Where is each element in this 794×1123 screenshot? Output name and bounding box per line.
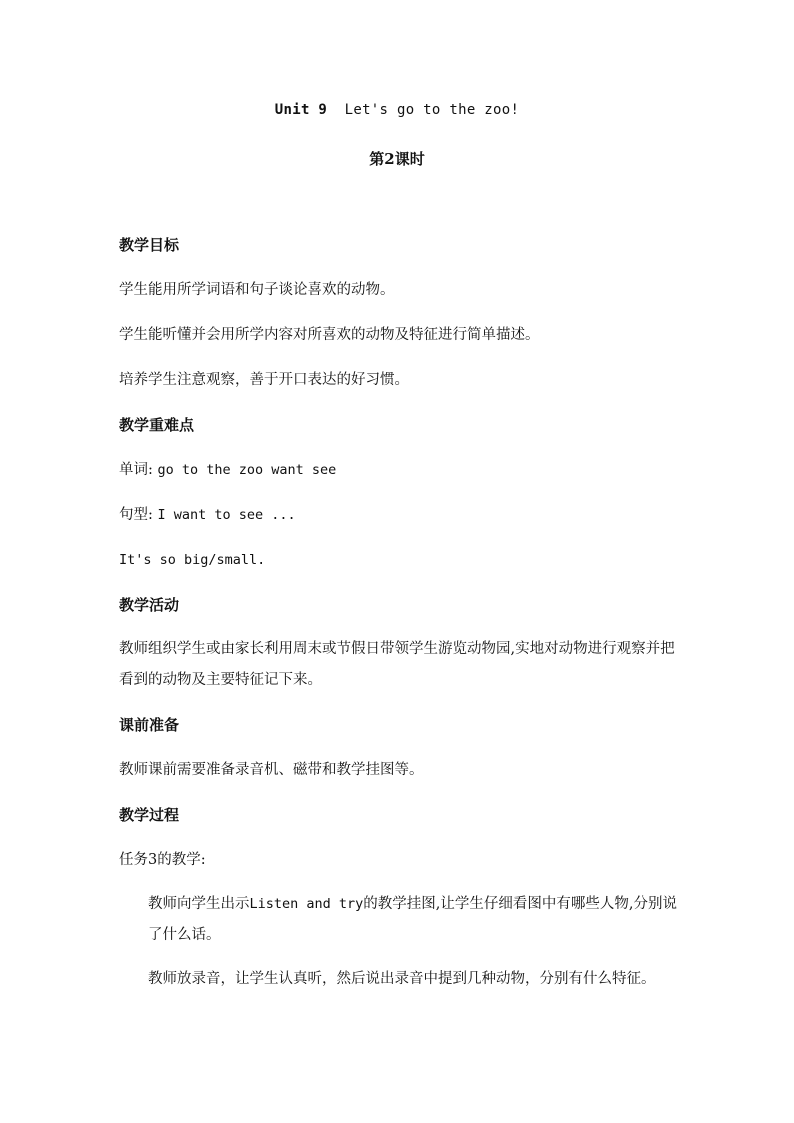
objective-item: 学生能听懂并会用所学内容对所喜欢的动物及特征进行简单描述。 — [119, 327, 540, 343]
objective-item: 培养学生注意观察，善于开口表达的好习惯。 — [119, 372, 409, 388]
lesson-title: 第2课时 — [369, 150, 425, 168]
process-heading: 教学过程 — [119, 806, 180, 824]
key-points-heading: 教学重难点 — [119, 416, 195, 434]
preparation-text: 教师课前需要准备录音机、磁带和教学挂图等。 — [119, 762, 424, 778]
task-label: 任务3的教学: — [119, 852, 206, 868]
activities-text: 教师组织学生或由家长利用周末或节假日带领学生游览动物园,实地对动物进行观察并把看到的动物及主要特征记下来。 — [119, 641, 675, 688]
step-1-prefix: 教师向学生出示 — [148, 896, 250, 912]
process-step-2: 教师放录音，让学生认真听，然后说出录音中提到几种动物，分别有什么特征。 — [148, 971, 656, 987]
preparation-heading: 课前准备 — [119, 716, 180, 734]
objectives-heading: 教学目标 — [119, 236, 180, 254]
document-body — [119, 234, 679, 1013]
words-list: go to the zoo want see — [157, 462, 337, 478]
key-sentence — [119, 504, 679, 526]
sentence-pattern-1: I want to see ... — [157, 507, 296, 523]
sentence-pattern-2: It's so big/small. — [119, 552, 266, 568]
words-label: 单词: — [119, 462, 153, 478]
objective-item: 学生能用所学词语和句子谈论喜欢的动物。 — [119, 282, 395, 298]
unit-name: Let's go to the zoo! — [344, 102, 520, 118]
unit-label: Unit 9 — [274, 102, 328, 118]
key-words — [119, 459, 679, 481]
sentences-label: 句型: — [119, 507, 153, 523]
activities-heading: 教学活动 — [119, 596, 180, 614]
step-1-code: Listen and try — [249, 896, 364, 912]
unit-title — [0, 102, 794, 118]
step-1-suffix: 的教学挂图,让学生仔细看图中有哪些人物,分别说了什么话。 — [148, 896, 678, 943]
process-step-1 — [148, 889, 679, 951]
